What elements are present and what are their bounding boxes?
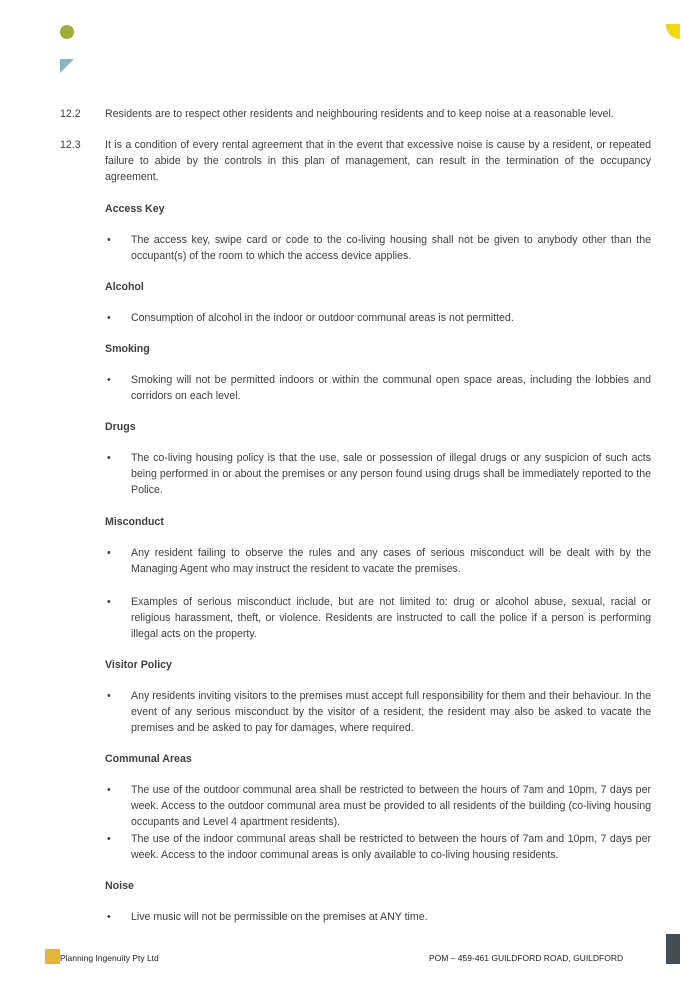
- bullet-icon: •: [107, 234, 111, 246]
- company-logo-icon: [45, 949, 60, 964]
- footer-document-title: POM – 459-461 GUILDFORD ROAD, GUILDFORD: [429, 953, 624, 963]
- section-heading-misconduct: Misconduct: [105, 516, 164, 528]
- clause-text: Residents are to respect other residents and neighbouring residents and to keep noise at a reasonable level.: [105, 108, 614, 120]
- footer-page-marker: [666, 934, 680, 964]
- bullet-icon: •: [107, 833, 111, 845]
- section-heading-drugs: Drugs: [105, 421, 136, 433]
- section-heading-communal-areas: Communal Areas: [105, 753, 192, 765]
- footer-company-name: Planning Ingenuity Pty Ltd: [60, 953, 159, 963]
- section-heading-smoking: Smoking: [105, 343, 150, 355]
- bullet-text: Examples of serious misconduct include, but are not limited to: drug or alcohol abuse, sexual, racial or religious harassment, theft, or violence. Residents are instructed to call the police if a person is performing illegal acts on the property.: [131, 596, 651, 640]
- section-heading-access-key: Access Key: [105, 203, 165, 215]
- decorative-triangle-icon: [60, 59, 74, 73]
- bullet-text: Any residents inviting visitors to the premises must accept full responsibility for them and their behaviour. In the event of any serious misconduct by the visitor of a resident, the resident may also be asked to vacate the premises and be asked to pay for damages, where required.: [131, 690, 651, 734]
- bullet-icon: •: [107, 784, 111, 796]
- section-heading-visitor-policy: Visitor Policy: [105, 659, 172, 671]
- bullet-text: Any resident failing to observe the rules and any cases of serious misconduct will be dealt with by the Managing Agent who may instruct the resident to vacate the premises.: [131, 547, 651, 575]
- section-heading-alcohol: Alcohol: [105, 281, 144, 293]
- section-heading-noise: Noise: [105, 880, 134, 892]
- bullet-text: The access key, swipe card or code to the co-living housing shall not be given to anybody other than the occupant(s) of the room to which the access device applies.: [131, 234, 651, 262]
- bullet-icon: •: [107, 452, 111, 464]
- bullet-text: The co-living housing policy is that the use, sale or possession of illegal drugs or any suspicion of such acts being performed in or about the premises or any person found using drugs shall be immediately reported to the Police.: [131, 452, 651, 496]
- bullet-icon: •: [107, 596, 111, 608]
- bullet-icon: •: [107, 547, 111, 559]
- bullet-icon: •: [107, 690, 111, 702]
- clause-text: It is a condition of every rental agreement that in the event that excessive noise is cause by a resident, or repeated failure to abide by the controls in this plan of management, can result in the termination of the occupancy agreement.: [105, 139, 651, 183]
- decorative-circle-icon: [60, 25, 74, 39]
- bullet-text: Smoking will not be permitted indoors or within the communal open space areas, including the lobbies and corridors on each level.: [131, 374, 651, 402]
- bullet-icon: •: [107, 312, 111, 324]
- bullet-icon: •: [107, 374, 111, 386]
- bullet-text: Consumption of alcohol in the indoor or outdoor communal areas is not permitted.: [131, 312, 514, 324]
- decorative-corner-shape: [666, 24, 680, 39]
- bullet-text: The use of the indoor communal areas shall be restricted to between the hours of 7am and 10pm, 7 days per week. Access to the indoor communal areas is only available to co-living housing residents.: [131, 833, 651, 861]
- clause-number: 12.2: [60, 108, 81, 120]
- bullet-icon: •: [107, 911, 111, 923]
- bullet-text: The use of the outdoor communal area shall be restricted to between the hours of 7am and 10pm, 7 days per week. Access to the outdoor communal area must be provided to all residents of the building (co-living housing occupants and Level 4 apartment residents).: [131, 784, 651, 828]
- bullet-text: Live music will not be permissible on the premises at ANY time.: [131, 911, 428, 923]
- clause-number: 12.3: [60, 139, 81, 151]
